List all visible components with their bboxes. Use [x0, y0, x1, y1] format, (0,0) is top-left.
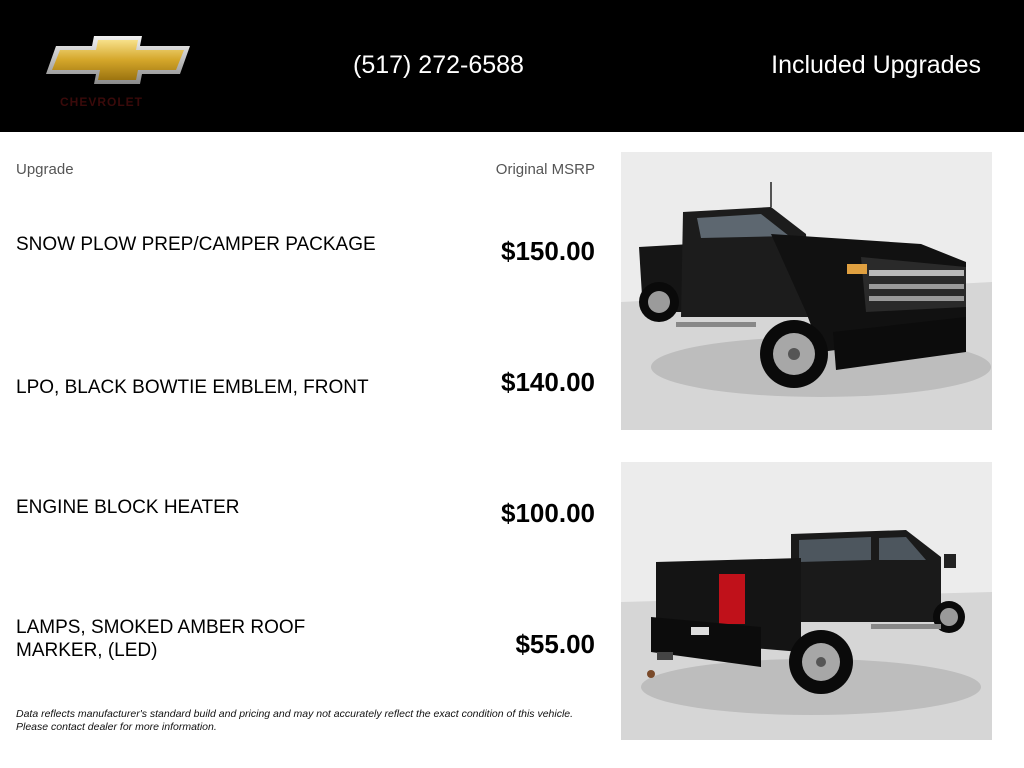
- dealer-phone[interactable]: (517) 272-6588: [353, 51, 524, 79]
- upgrade-price: $100.00: [501, 498, 595, 528]
- disclaimer-text: Data reflects manufacturer's standard build and pricing and may not accurately reflect the exact condition of this vehicle. Please contact dealer for more information.: [16, 708, 574, 733]
- header-bar: [0, 0, 1024, 132]
- column-header-msrp: Original MSRP: [495, 161, 595, 178]
- column-header-upgrade: Upgrade: [16, 161, 74, 178]
- upgrade-name: SNOW PLOW PREP/CAMPER PACKAGE: [16, 234, 376, 255]
- upgrade-name: LAMPS, SMOKED AMBER ROOF MARKER, (LED): [16, 617, 306, 661]
- upgrade-price: $140.00: [501, 367, 595, 397]
- brand-wordmark: CHEVROLET: [60, 95, 144, 109]
- upgrade-price: $150.00: [501, 236, 595, 266]
- truck-front-photo: [621, 152, 992, 430]
- truck-rear-photo: [621, 462, 992, 740]
- chevrolet-bowtie-logo: [44, 34, 192, 86]
- page-title: Included Upgrades: [771, 51, 981, 79]
- upgrade-name: LPO, BLACK BOWTIE EMBLEM, FRONT: [16, 377, 369, 398]
- upgrade-name: ENGINE BLOCK HEATER: [16, 497, 240, 518]
- upgrade-price: $55.00: [515, 629, 595, 659]
